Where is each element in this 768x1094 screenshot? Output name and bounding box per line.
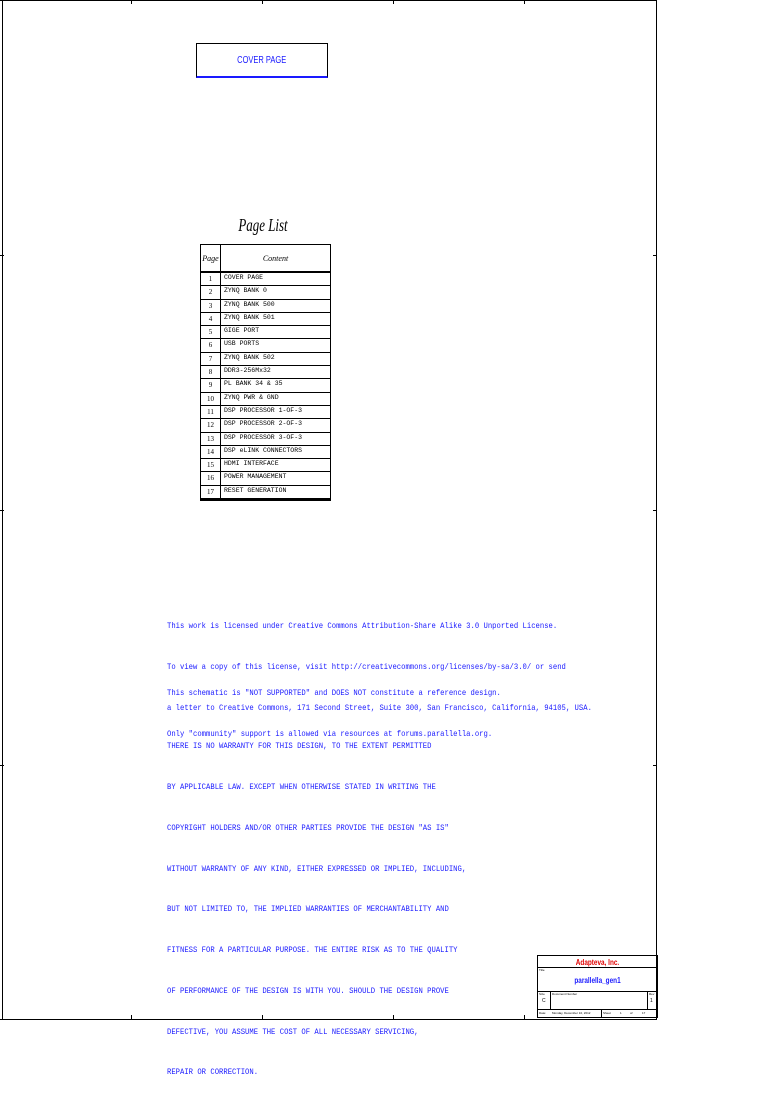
of-label: of: [630, 1011, 633, 1015]
page-number: 14: [201, 446, 221, 458]
sheet-value: 1: [620, 1011, 622, 1015]
page-content: POWER MANAGEMENT: [224, 473, 287, 481]
page-list-row: [201, 419, 330, 432]
page-number: 17: [201, 486, 221, 498]
zone-tick-right: [653, 510, 657, 511]
page-list-body: [201, 273, 330, 500]
document-number-label: Document Number: [552, 992, 578, 996]
page-list-row: [201, 313, 330, 326]
page-content: RESET GENERATION: [224, 486, 287, 494]
page-number: 10: [201, 393, 221, 405]
page-content: COVER PAGE: [224, 274, 264, 281]
page-content: GIGE PORT: [224, 327, 260, 335]
warranty-line: FITNESS FOR A PARTICULAR PURPOSE. THE ENTIRE RISK AS TO THE QUALITY: [167, 945, 458, 956]
page-number: 16: [201, 472, 221, 484]
page-list-row: [201, 339, 330, 352]
size-value: C: [542, 998, 546, 1004]
page-list-row: [201, 366, 330, 379]
page-list-row: [201, 433, 330, 446]
title-block-divider: [538, 967, 657, 968]
warranty-notice: [167, 713, 466, 1094]
title-block-divider: [538, 1009, 657, 1010]
zone-tick-top: [524, 0, 525, 4]
cover-page-box: [196, 43, 328, 78]
page-content: DDR3-256Mx32: [224, 367, 271, 375]
license-line: a letter to Creative Commons, 171 Second Street, Suite 300, San Francisco, California, 94105, USA.: [167, 702, 592, 713]
warranty-line: DEFECTIVE, YOU ASSUME THE COST OF ALL NECESSARY SERVICING,: [167, 1026, 419, 1037]
page-list-title: Page List: [238, 215, 288, 235]
page-list-row: [201, 379, 330, 392]
sheet-label: Sheet: [603, 1011, 611, 1015]
page-number: 4: [201, 313, 221, 325]
page-number: 15: [201, 459, 221, 471]
support-line: Only "community" support is allowed via resources at forums.parallella.org.: [167, 728, 493, 739]
page-list-row: [201, 326, 330, 339]
zone-tick-top: [131, 0, 132, 4]
warranty-line: REPAIR OR CORRECTION.: [167, 1067, 259, 1078]
title-block-divider: [550, 991, 551, 1009]
page-list-header: [201, 245, 330, 273]
page-list-row: [201, 286, 330, 299]
warranty-line: BUT NOT LIMITED TO, THE IMPLIED WARRANTIES OF MERCHANTABILITY AND: [167, 904, 449, 915]
page-number: 12: [201, 419, 221, 431]
zone-tick-left: [0, 255, 4, 256]
page-number: 11: [201, 406, 221, 418]
page-number: 8: [201, 366, 221, 378]
page-number: 6: [201, 339, 221, 351]
page-content: DSP PROCESSOR 2-OF-3: [224, 420, 303, 428]
frame-top-border: [0, 0, 657, 1]
page-list-row: [201, 459, 330, 472]
date-value: Monday, December 10, 2012: [552, 1011, 591, 1015]
page-list-table: [200, 244, 331, 501]
license-line: This work is licensed under Creative Commons Attribution-Share Alike 3.0 Unported License.: [167, 621, 558, 632]
company-name: Adapteva, Inc.: [575, 958, 620, 967]
page-content: ZYNQ BANK 502: [224, 353, 275, 361]
page-content: ZYNQ BANK 501: [224, 313, 275, 321]
support-line: This schematic is "NOT SUPPORTED" and DOES NOT constitute a reference design.: [167, 688, 501, 699]
zone-tick-bottom: [524, 1015, 525, 1019]
warranty-line: THERE IS NO WARRANTY FOR THIS DESIGN, TO THE EXTENT PERMITTED: [167, 741, 432, 752]
page-number: 1: [201, 273, 221, 285]
page-content: DSP eLINK CONNECTORS: [224, 446, 303, 454]
zone-tick-left: [0, 510, 4, 511]
title-block: [537, 955, 658, 1018]
zone-tick-top: [262, 0, 263, 4]
page-list-row: [201, 472, 330, 485]
zone-tick-left: [0, 765, 4, 766]
page-content: ZYNQ BANK 500: [224, 300, 275, 308]
page-list-row: [201, 446, 330, 459]
page-number: 7: [201, 353, 221, 365]
page-list-row: [201, 393, 330, 406]
page-content: DSP PROCESSOR 3-OF-3: [224, 433, 303, 441]
page-content: ZYNQ PWR & GND: [224, 393, 279, 401]
size-label: Size: [539, 992, 545, 996]
page-list-row: [201, 273, 330, 286]
page-content: HDMI INTERFACE: [224, 460, 279, 468]
rev-value: 1: [650, 998, 653, 1004]
page-content: DSP PROCESSOR 1-OF-3: [224, 406, 303, 414]
title-block-divider: [647, 991, 648, 1009]
zone-tick-right: [653, 255, 657, 256]
page-number: 2: [201, 286, 221, 298]
page-content: USB PORTS: [224, 340, 260, 348]
rev-label: Rev: [649, 992, 655, 996]
page-column-header: Page: [201, 245, 221, 271]
cover-page-label: COVER PAGE: [237, 54, 287, 66]
page-list-row: [201, 406, 330, 419]
page-number: 5: [201, 326, 221, 338]
page-list-row: [201, 486, 330, 500]
zone-tick-bottom: [131, 1015, 132, 1019]
warranty-line: COPYRIGHT HOLDERS AND/OR OTHER PARTIES PROVIDE THE DESIGN "AS IS": [167, 822, 449, 833]
warranty-line: WITHOUT WARRANTY OF ANY KIND, EITHER EXPRESSED OR IMPLIED, INCLUDING,: [167, 863, 467, 874]
title-label: Title: [539, 968, 545, 972]
project-name: parallella_gen1: [574, 976, 621, 985]
page-number: 13: [201, 433, 221, 445]
page-content: ZYNQ BANK 0: [224, 287, 267, 295]
title-block-divider: [601, 1009, 602, 1017]
license-line: To view a copy of this license, visit http://creativecommons.org/licenses/by-sa/3.0/ or send: [167, 661, 566, 672]
warranty-line: OF PERFORMANCE OF THE DESIGN IS WITH YOU. SHOULD THE DESIGN PROVE: [167, 985, 449, 996]
zone-tick-top: [393, 0, 394, 4]
date-label: Date:: [539, 1011, 547, 1015]
page-number: 3: [201, 300, 221, 312]
page-content: PL BANK 34 & 35: [224, 380, 283, 388]
page-list-row: [201, 353, 330, 366]
page-list-row: [201, 300, 330, 313]
content-column-header: Content: [262, 253, 289, 263]
page-number: 9: [201, 379, 221, 391]
zone-tick-right: [653, 765, 657, 766]
of-value: 17: [642, 1011, 646, 1015]
warranty-line: BY APPLICABLE LAW. EXCEPT WHEN OTHERWISE STATED IN WRITING THE: [167, 781, 436, 792]
